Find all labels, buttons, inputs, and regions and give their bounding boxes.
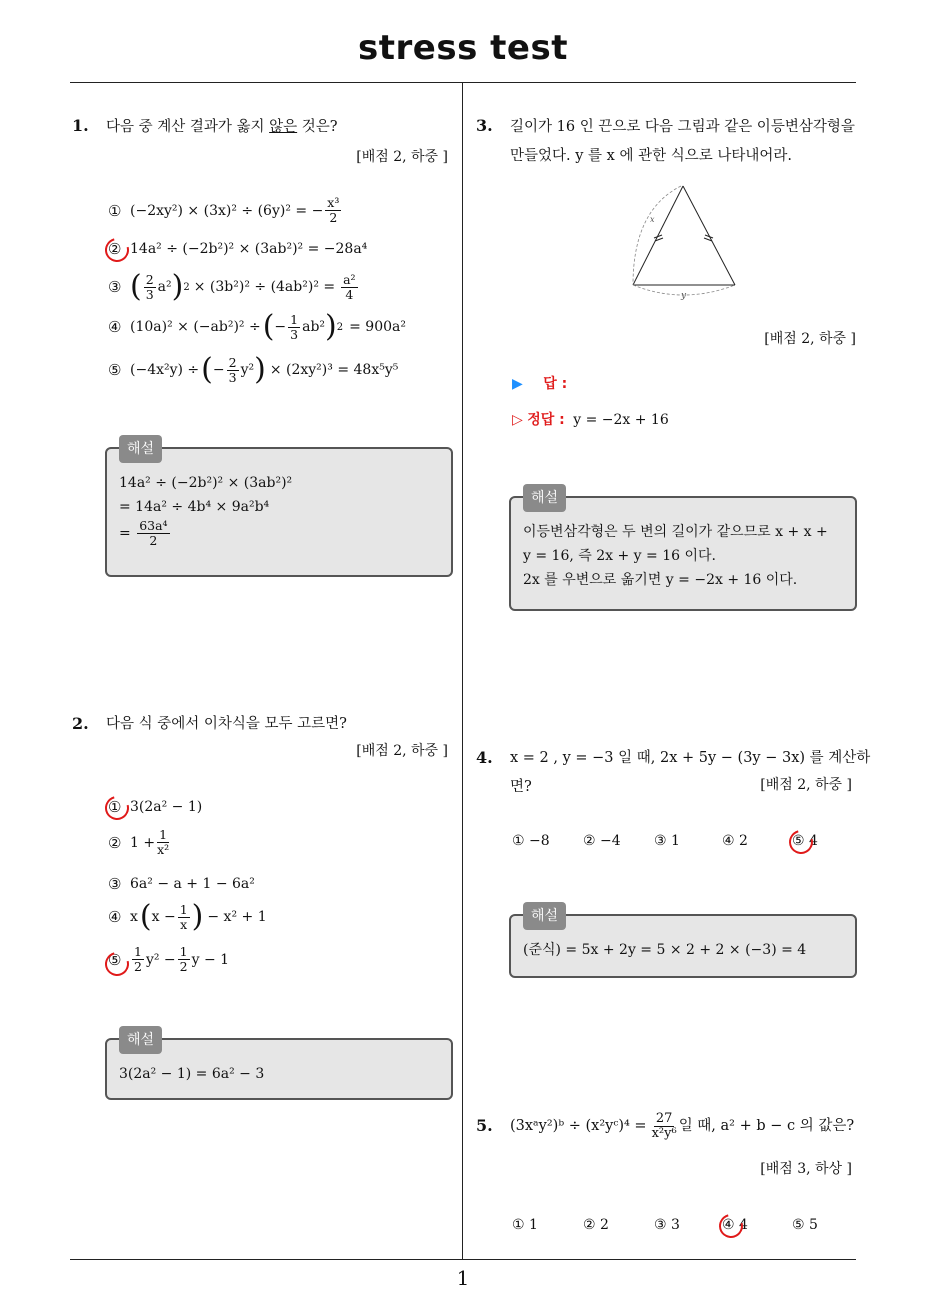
question-2-option-4[interactable]: ④ x ( x − $\frac{1}{x}$ ) − x² + 1 [108,899,267,934]
question-2-option-1[interactable]: ① 3(2a² − 1) [108,798,203,816]
question-2-option-3[interactable]: ③ 6a² − a + 1 − 6a² [108,875,255,893]
selected-answer-mark [715,1210,748,1243]
question-3-number: 3. [476,116,493,135]
selected-answer-mark [101,792,134,825]
question-1-explanation: 해설 14a² ÷ (−2b²)² × (3ab²)² = 14a² ÷ 4b⁴ × 9a²b⁴ = $\frac{\text{63a⁴}}{2}$ [105,447,453,577]
question-4-number: 4. [476,748,493,767]
question-3-text: 길이가 16 인 끈으로 다음 그림과 같은 이등변삼각형을 만들었다. y 를 x 에 관한 식으로 나타내어라. [510,119,855,164]
selected-answer-mark [785,826,818,859]
explanation-tag: 해설 [523,902,566,930]
question-4-option-5[interactable]: ⑤ 4 [792,833,818,849]
svg-text:x: x [650,215,655,224]
footer-rule [70,1259,856,1260]
question-1-meta: [배점 2, 하중 ] [356,149,448,165]
question-4-option-4[interactable]: ④ 2 [722,833,748,849]
correct-answer: ▷ 정답 : y = −2x + 16 [512,412,669,428]
question-2-option-2[interactable]: ② 1 + $\frac{1}{\text{x²}}$ [108,827,170,857]
svg-text:y: y [681,291,687,301]
column-divider [462,83,463,1260]
question-5-option-5[interactable]: ⑤ 5 [792,1217,818,1233]
question-5-option-3[interactable]: ③ 3 [654,1217,680,1233]
question-4-text: x = 2 , y = −3 일 때, 2x + 5y − (3y − 3x) 를 계산하 면? [510,750,871,795]
question-4-option-1[interactable]: ① −8 [512,833,550,849]
question-3-explanation: 해설 이등변삼각형은 두 변의 길이가 같으므로 x + x + y = 16, 즉 2x + y = 16 이다. 2x 를 우변으로 옮기면 y = −2x + 16 이다. [509,496,857,611]
answer-prompt: ▶ 답 : [512,376,568,392]
selected-answer-mark [101,234,134,267]
explanation-tag: 해설 [119,435,162,463]
question-5-text: (3xᵃy²)ᵇ ÷ (x²yᶜ)⁴ = $\frac{27}{\text{x²y⁶}}$ 일 때, a² + b − c 의 값은? [510,1111,855,1141]
question-1-option-4[interactable]: ④ (10a)² × (−ab²)² ÷ ( − $\frac{1}{3}$ ab² ) 2 = 900a² [108,309,406,344]
question-1-option-2[interactable]: ② 14a² ÷ (−2b²)² × (3ab²)² = −28a⁴ [108,240,368,258]
question-1-number: 1. [72,116,89,135]
explanation-tag: 해설 [119,1026,162,1054]
question-5-option-1[interactable]: ① 1 [512,1217,538,1233]
question-4-option-3[interactable]: ③ 1 [654,833,680,849]
correct-arrow-icon: ▷ [512,412,523,428]
question-4-explanation: 해설 (준식) = 5x + 2y = 5 × 2 + 2 × (−3) = 4 [509,914,857,978]
question-2-text: 다음 식 중에서 이차식을 모두 고르면? [106,716,347,732]
explanation-tag: 해설 [523,484,566,512]
answer-arrow-icon: ▶ [512,376,523,392]
question-2-option-5[interactable]: ⑤ $\frac{1}{2}$ y² − $\frac{1}{2}$ y − 1 [108,944,230,974]
question-1-option-3[interactable]: ③ ( $\frac{2}{3}$ a² ) 2 × (3b²)² ÷ (4ab²)² = $\frac{\text{a²}}{4}$ [108,269,356,304]
question-5-option-2[interactable]: ② 2 [583,1217,609,1233]
page-number: 1 [456,1266,470,1290]
question-2-number: 2. [72,714,89,733]
question-1-text: 다음 중 계산 결과가 옳지 않은 것은? [106,119,338,135]
question-4-meta: [배점 2, 하중 ] [760,777,852,793]
question-2-meta: [배점 2, 하중 ] [356,743,448,759]
question-3-meta: [배점 2, 하중 ] [764,331,856,347]
question-1-option-5[interactable]: ⑤ (−4x²y) ÷ ( − $\frac{2}{3}$ y² ) × (2xy²)³ = 48x⁵y⁵ [108,352,399,387]
question-1-option-1[interactable]: ① (−2xy²) × (3x)² ÷ (6y)² = − $\frac{\text{x³}}{2}$ [108,195,340,225]
question-4-option-2[interactable]: ② −4 [583,833,621,849]
question-5-number: 5. [476,1116,493,1135]
header-rule [70,82,856,83]
question-5-meta: [배점 3, 하상 ] [760,1161,852,1177]
question-5-option-4[interactable]: ④ 4 [722,1217,748,1233]
question-2-explanation: 해설 3(2a² − 1) = 6a² − 3 [105,1038,453,1100]
isosceles-triangle-figure [625,180,743,302]
page-title: stress test [358,28,568,68]
